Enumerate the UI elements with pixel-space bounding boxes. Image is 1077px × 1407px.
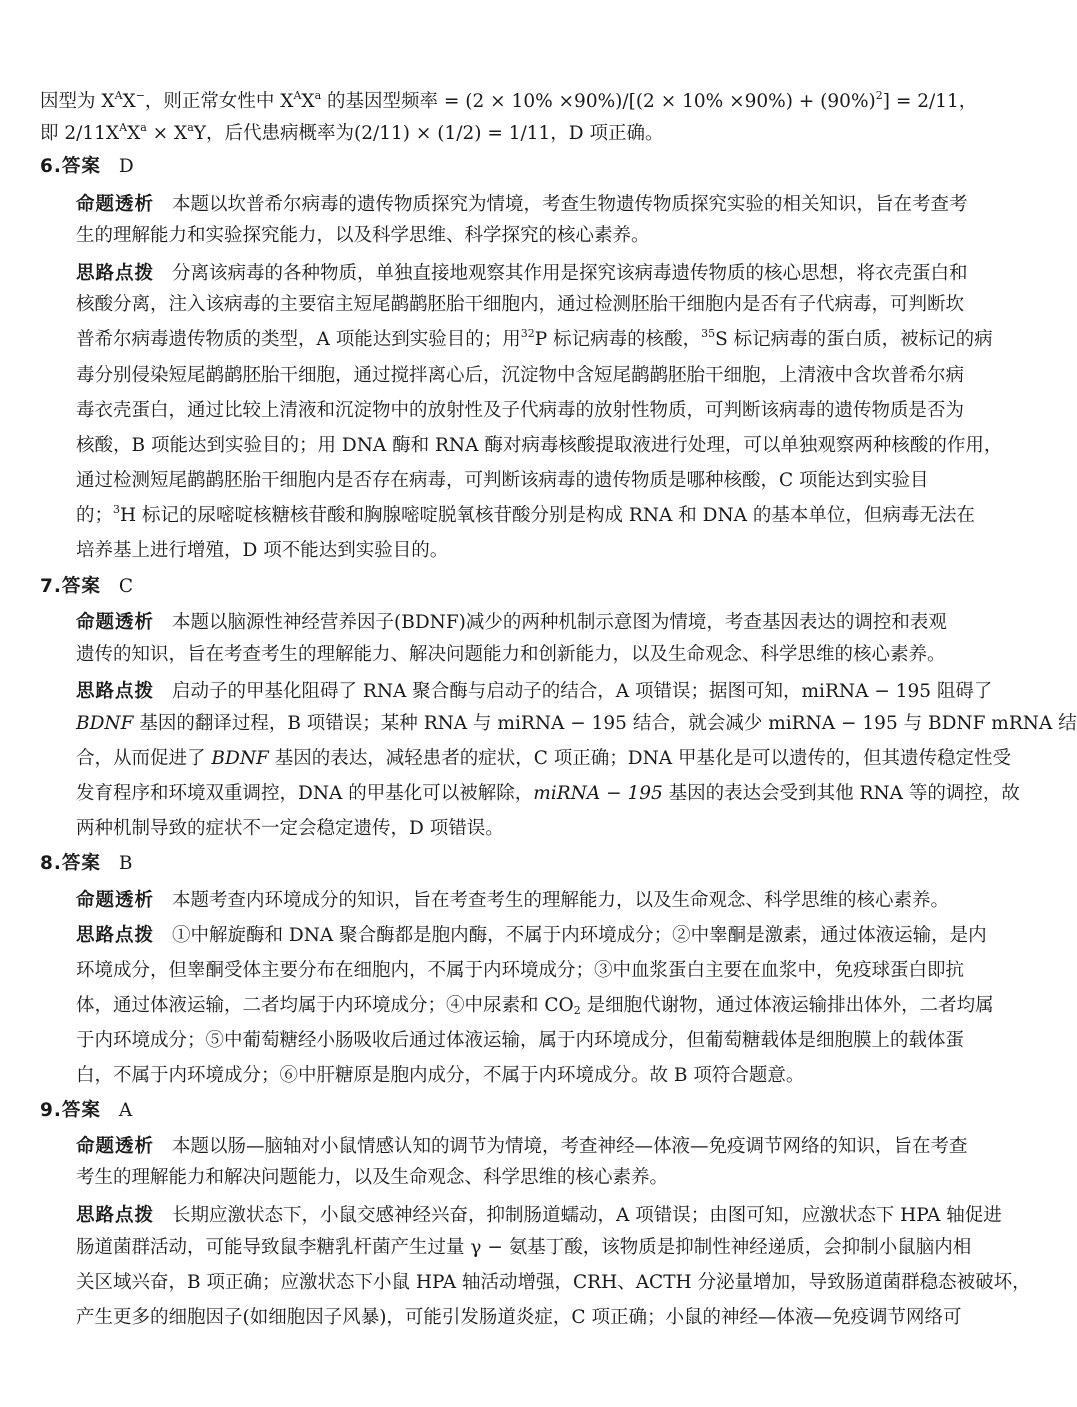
analysis-line: 生的理解能力和实验探究能力，以及科学思维、科学探究的核心素养。 [76,225,650,246]
approach-line: 两种机制导致的症状不一定会稳定遗传，D 项错误。 [76,818,504,839]
text-line: 因型为 $X^AX^-$，则正常女性中 $X^AX^a$ 的基因型频率 = $(2 \times 10\% \times 90\%)/[(2 \times 10\% \times 90\%) + (90\%)^2] = 2/11$， [40,89,978,112]
analysis-line: 命题透析 本题考查内环境成分的知识，旨在考查考生的理解能力，以及生命观念、科学思维的核心素养。 [76,890,950,911]
approach-line: 毒分别侵染短尾鹋鹋胚胎干细胞，通过搅拌离心后，沉淀物中含短尾鹋鹋胚胎干细胞，上清液中含坎普希尔病 [76,365,965,386]
approach-line: 毒衣壳蛋白，通过比较上清液和沉淀物中的放射性及子代病毒的放射性物质，可判断该病毒的遗传物质是否为 [76,400,965,421]
approach-line: 思路点拨 长期应激状态下，小鼠交感神经兴奋，抑制肠道蠕动，A 项错误；由图可知，应激状态下 HPA 轴促进 [76,1205,1002,1226]
approach-line: 普希尔病毒遗传物质的类型，A 项能达到实验目的；用$^{32}$P 标记病毒的核酸，$^{35}$S 标记病毒的蛋白质，被标记的病 [76,327,993,350]
analysis-line: 命题透析 本题以脑源性神经营养因子(BDNF)减少的两种机制示意图为情境，考查基因表达的调控和表观 [76,612,947,633]
approach-line: 合，从而促进了 BDNF 基因的表达，减轻患者的症状，C 项正确；DNA 甲基化是可以遗传的，但其遗传稳定性受 [76,748,1012,769]
answer-heading-9: 9.答案 A [40,1100,133,1121]
approach-line: 体，通过体液运输，二者均属于内环境成分；④中尿素和 $CO_2$ 是细胞代谢物，通过体液运输排出体外，二者均属 [76,995,994,1017]
analysis-line: 命题透析 本题以肠—脑轴对小鼠情感认知的调节为情境，考查神经—体液—免疫调节网络的知识，旨在考查 [76,1136,968,1157]
approach-line: 于内环境成分；⑤中葡萄糖经小肠吸收后通过体液运输，属于内环境成分，但葡萄糖载体是细胞膜上的载体蛋 [76,1030,965,1051]
approach-line: 培养基上进行增殖，D 项不能达到实验目的。 [76,540,449,561]
analysis-line: 遗传的知识，旨在考查考生的理解能力、解决问题能力和创新能力，以及生命观念、科学思维的核心素养。 [76,644,946,665]
approach-line: 发育程序和环境双重调控，DNA 的甲基化可以被解除，miRNA − 195 基因的表达会受到其他 RNA 等的调控，故 [76,783,1020,804]
answer-heading-7: 7.答案 C [40,576,134,597]
approach-line: 产生更多的细胞因子(如细胞因子风暴)，可能引发肠道炎症，C 项正确；小鼠的神经—体液—免疫调节网络可 [76,1307,962,1328]
approach-line: 通过检测短尾鹋鹋胚胎干细胞内是否存在病毒，可判断该病毒的遗传物质是哪种核酸，C 项能达到实验目 [76,470,929,491]
approach-line: 肠道菌群活动，可能导致鼠李糖乳杆菌产生过量 γ − 氨基丁酸，该物质是抑制性神经递质，会抑制小鼠脑内相 [76,1237,972,1258]
analysis-line: 考生的理解能力和解决问题能力，以及生命观念、科学思维的核心素养。 [76,1167,669,1188]
analysis-line: 命题透析 本题以坎普希尔病毒的遗传物质探究为情境，考查生物遗传物质探究实验的相关知识，旨在考查考 [76,194,968,215]
approach-line: 关区域兴奋，B 项正确；应激状态下小鼠 HPA 轴活动增强，CRH、ACTH 分泌量增加，导致肠道菌群稳态被破坏， [76,1272,1031,1293]
approach-line: 环境成分，但睾酮受体主要分布在细胞内，不属于内环境成分；③中血浆蛋白主要在血浆中，免疫球蛋白即抗 [76,960,965,981]
text-line: 即 $2/11X^AX^a \times X^aY$，后代患病概率为(2/11) × (1/2) = 1/11，D 项正确。 [40,121,664,144]
approach-line: 核酸分离，注入该病毒的主要宿主短尾鹋鹋胚胎干细胞内，通过检测胚胎干细胞内是否有子代病毒，可判断坎 [76,294,965,315]
approach-line: 思路点拨 分离该病毒的各种物质，单独直接地观察其作用是探究该病毒遗传物质的核心思想，将衣壳蛋白和 [76,263,968,284]
approach-line: 核酸，B 项能达到实验目的；用 DNA 酶和 RNA 酶对病毒核酸提取液进行处理，可以单独观察两种核酸的作用， [76,435,1003,456]
answer-heading-6: 6.答案 D [40,156,134,177]
approach-line: 的；$^3$H 标记的尿嘧啶核糖核苷酸和胸腺嘧啶脱氧核苷酸分别是构成 RNA 和 DNA 的基本单位，但病毒无法在 [76,503,975,526]
answer-heading-8: 8.答案 B [40,853,133,874]
approach-line: 思路点拨 ①中解旋酶和 DNA 聚合酶都是胞内酶，不属于内环境成分；②中睾酮是激素，通过体液运输，是内 [76,925,987,946]
approach-line: 白，不属于内环境成分；⑥中肝糖原是胞内成分，不属于内环境成分。故 B 项符合题意。 [76,1065,805,1086]
approach-line: 思路点拨 启动子的甲基化阻碍了 RNA 聚合酶与启动子的结合，A 项错误；据图可知，miRNA − 195 阻碍了 [76,681,993,702]
approach-line: BDNF 基因的翻译过程，B 项错误；某种 RNA 与 miRNA − 195 结合，就会减少 miRNA − 195 与 BDNF mRNA 结 [76,713,1077,734]
